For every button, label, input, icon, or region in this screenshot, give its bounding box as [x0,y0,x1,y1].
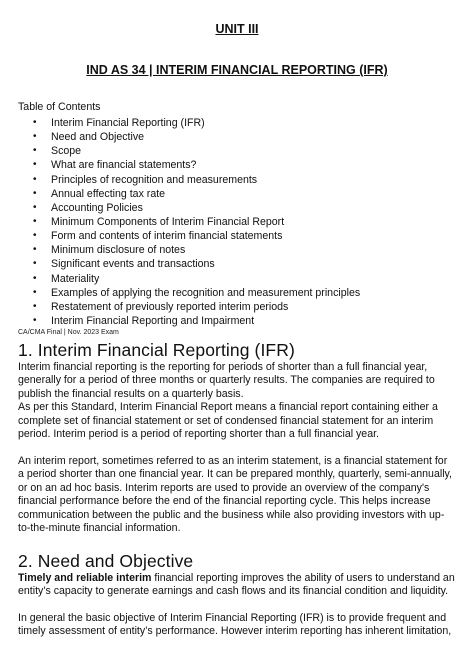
text-run: financial reporting improves the ability of users to understand an [151,572,455,584]
toc-item-label: Annual effecting tax rate [51,187,166,200]
toc-item-label: Materiality [51,272,100,285]
toc-item[interactable] [0,187,360,201]
toc-item[interactable] [0,173,360,187]
toc-item-label: Interim Financial Reporting (IFR) [51,117,205,129]
toc-item[interactable] [0,314,360,328]
toc-item[interactable] [0,257,360,271]
toc-item[interactable] [0,158,360,172]
toc-item[interactable] [0,144,360,158]
toc-item-label: Minimum Components of Interim Financial Report [51,215,285,228]
text-line: publish the financial results on a quarterly basis. [18,387,244,400]
toc-item-label: Scope [51,145,82,158]
toc-item-label: Minimum disclosure of notes [51,244,186,257]
toc-heading: Table of Contents [18,101,101,113]
section-heading-ifr: 1. Interim Financial Reporting (IFR) [18,340,295,360]
text-line: Interim financial reporting is the reporting for periods of shorter than a full financial year, [18,361,428,373]
text-line: or on an ad hoc basis. Interim reports are used to provide an overview of the company's [18,481,430,494]
bullet-icon: • [33,173,37,185]
text-line: to-the-minute financial information. [18,521,181,534]
toc-list [0,116,360,328]
toc-item-label: Form and contents of interim financial statements [51,230,283,243]
document-title: IND AS 34 | INTERIM FINANCIAL REPORTING (IFR) [86,63,388,77]
section2-paragraph-1 [18,572,460,599]
toc-item[interactable] [0,272,360,286]
toc-item[interactable] [0,116,360,130]
toc-item-label: Restatement of previously reported interim periods [51,300,289,313]
text-line: communication between the public and the business while also providing investors with up- [18,508,445,521]
text-line: complete set of financial statement or set of condensed financial statement for an interim [18,414,434,427]
text-line: An interim report, sometimes referred to as an interim statement, is a financial statement for [18,455,448,467]
bullet-icon: • [33,314,37,326]
exam-note: CA/CMA Final | Nov. 2023 Exam [18,329,119,336]
bullet-icon: • [33,131,37,143]
bullet-icon: • [33,187,37,199]
toc-item[interactable] [0,229,360,243]
bullet-icon: • [33,145,37,157]
bold-phrase: Timely and reliable interim [18,572,152,584]
bullet-icon: • [33,258,37,270]
bullet-icon: • [33,201,37,213]
bullet-icon: • [33,286,37,298]
text-line: As per this Standard, Interim Financial Report means a financial report containing either a [18,401,438,414]
section2-paragraph-2 [18,612,460,639]
toc-item-label: Significant events and transactions [51,258,215,271]
toc-item-label: Examples of applying the recognition and measurement principles [51,286,361,299]
text-line: period. Interim period is a period of reporting shorter than a full financial year. [18,427,379,440]
text-line: generally for a period of three months or quarterly results. The companies are required to [18,374,435,387]
toc-item-label: Interim Financial Reporting and Impairment [51,314,255,327]
toc-item[interactable] [0,215,360,229]
unit-heading: UNIT III [215,22,259,36]
text-line: entity’s capacity to generate earnings and cash flows and its financial condition and liquidity. [18,585,449,598]
text-line: a period shorter than one financial year. It can be prepared monthly, quarterly, semi-annually, [18,468,452,481]
text-line: timely assessment of entity’s performance. However interim reporting has inherent limitation, [18,625,452,638]
toc-item-label: Accounting Policies [51,201,143,214]
bullet-icon: • [33,230,37,242]
toc-item[interactable] [0,243,360,257]
text-line: financial performance before the end of the financial reporting cycle. This helps increase [18,495,431,508]
bullet-icon: • [33,159,37,171]
toc-item-label: Principles of recognition and measurements [51,173,258,186]
section1-paragraph-2 [18,455,460,535]
toc-item-label: What are financial statements? [51,159,197,172]
bullet-icon: • [33,244,37,256]
section-heading-need-objective: 2. Need and Objective [18,551,194,571]
text-line: In general the basic objective of Interim Financial Reporting (IFR) is to provide frequent and [18,612,447,624]
section1-paragraph-1 [18,361,460,441]
bullet-icon: • [33,117,37,128]
bullet-icon: • [33,272,37,284]
toc-item[interactable] [0,201,360,215]
toc-item[interactable] [0,300,360,314]
toc-item[interactable] [0,130,360,144]
bullet-icon: • [33,300,37,312]
toc-item-label: Need and Objective [51,131,145,144]
bullet-icon: • [33,215,37,227]
toc-item[interactable] [0,286,360,300]
text-line [18,572,460,585]
